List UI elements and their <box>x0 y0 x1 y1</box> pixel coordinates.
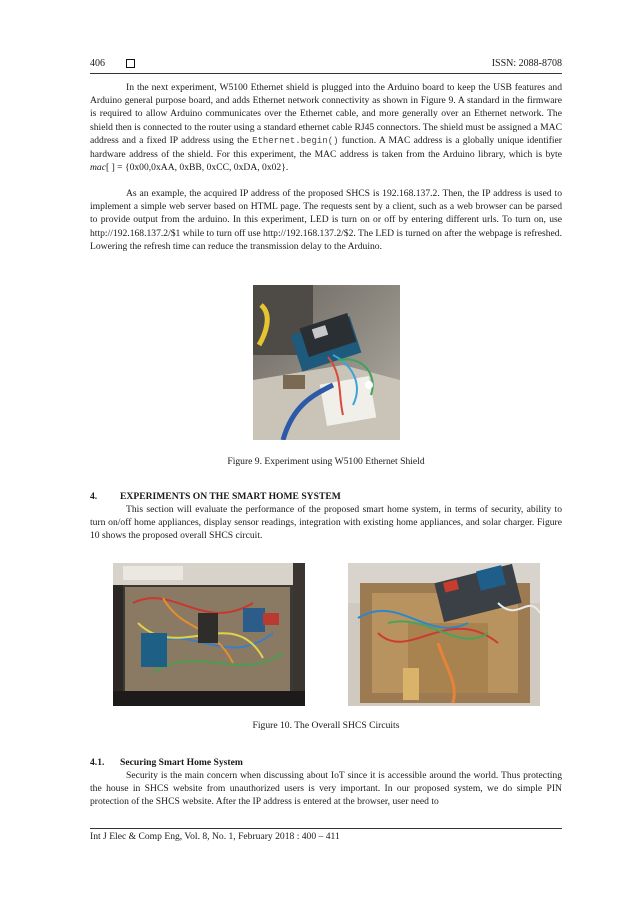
subsection-number: 4.1. <box>90 757 105 768</box>
figure-9-caption: Figure 9. Experiment using W5100 Ethernet Shield <box>227 456 425 467</box>
paragraph-ip-address <box>90 187 562 253</box>
paragraph-section-4 <box>90 503 562 543</box>
figure-9-photo <box>253 285 400 440</box>
figure-10-photo-right <box>348 563 540 706</box>
figure-10-caption: Figure 10. The Overall SHCS Circuits <box>252 720 400 731</box>
header-divider <box>90 73 562 74</box>
paragraph-text: Security is the main concern when discussing about IoT since it is accessible around the world. Thus protecting the house in SHCS website from unauthorized users is very important. In our proposed system, we do simple PIN protection of the SHCS website. After the IP address is entered at the browser, user need to <box>90 770 562 808</box>
paragraph-text: This section will evaluate the performance of the proposed smart home system, in terms of security, ability to turn on/off home appliances, display sensor readings, integration with existing home appliances, and solar charger. Figure 10 shows the proposed overall SHCS circuit. <box>90 504 562 542</box>
page-number: 406 <box>90 58 105 69</box>
paragraph-text: function. A MAC address is a globally unique identifier hardware address of the shield. For this experiment, the MAC address is taken from the Arduino library, which is byte <box>90 134 563 161</box>
paragraph-text: As an example, the acquired IP address of the proposed SHCS is 192.168.137.2. Then, the IP address is used to implement a simple web server based on HTML page. The requests sent by a client, such as a web browser can be parsed to provide output from the arduino. In this experiment, LED is turn on or off by entering different urls. To turn on, use http://192.168.137.2/$1 while to turn off use http://192.168.137.2/$2. The LED is turned on after the webpage is refreshed. Lowering the refresh time can reduce the transmission delay to the Arduino. <box>90 188 562 252</box>
paragraph-security <box>90 769 562 809</box>
mac-variable: mac <box>90 162 106 174</box>
paragraph-text: In the next experiment, W5100 Ethernet shield is plugged into the Arduino board to keep the USB features and Arduino general purpose board, and adds Ethernet network connectivity as shown in Figure 9. A standard in the firmware is required to allow Arduino communicates over the Ethernet cable, and more generally over an Ethernet network. The shield then is connected to the router using a standard ethernet cable RJ45 connectors. The shield must be assigned a MAC address and a fixed IP address using the <box>90 82 562 146</box>
subsection-heading <box>90 757 243 768</box>
page-footer: Int J Elec & Comp Eng, Vol. 8, No. 1, February 2018 : 400 – 411 <box>90 831 340 842</box>
footer-divider <box>90 828 562 829</box>
issn: ISSN: 2088-8708 <box>491 58 562 69</box>
section-title: EXPERIMENTS ON THE SMART HOME SYSTEM <box>120 491 341 502</box>
square-icon <box>126 59 135 68</box>
mac-array: [ ] = {0x00,0xAA, 0xBB, 0xCC, 0xDA, 0x02}. <box>105 162 289 174</box>
section-heading <box>90 491 341 502</box>
page-header <box>90 58 562 72</box>
paragraph-ethernet-shield <box>90 81 562 174</box>
section-number: 4. <box>90 491 98 502</box>
subsection-title: Securing Smart Home System <box>120 757 243 768</box>
code-snippet: Ethernet.begin() <box>252 135 339 146</box>
figure-10-photo-left <box>113 563 305 706</box>
